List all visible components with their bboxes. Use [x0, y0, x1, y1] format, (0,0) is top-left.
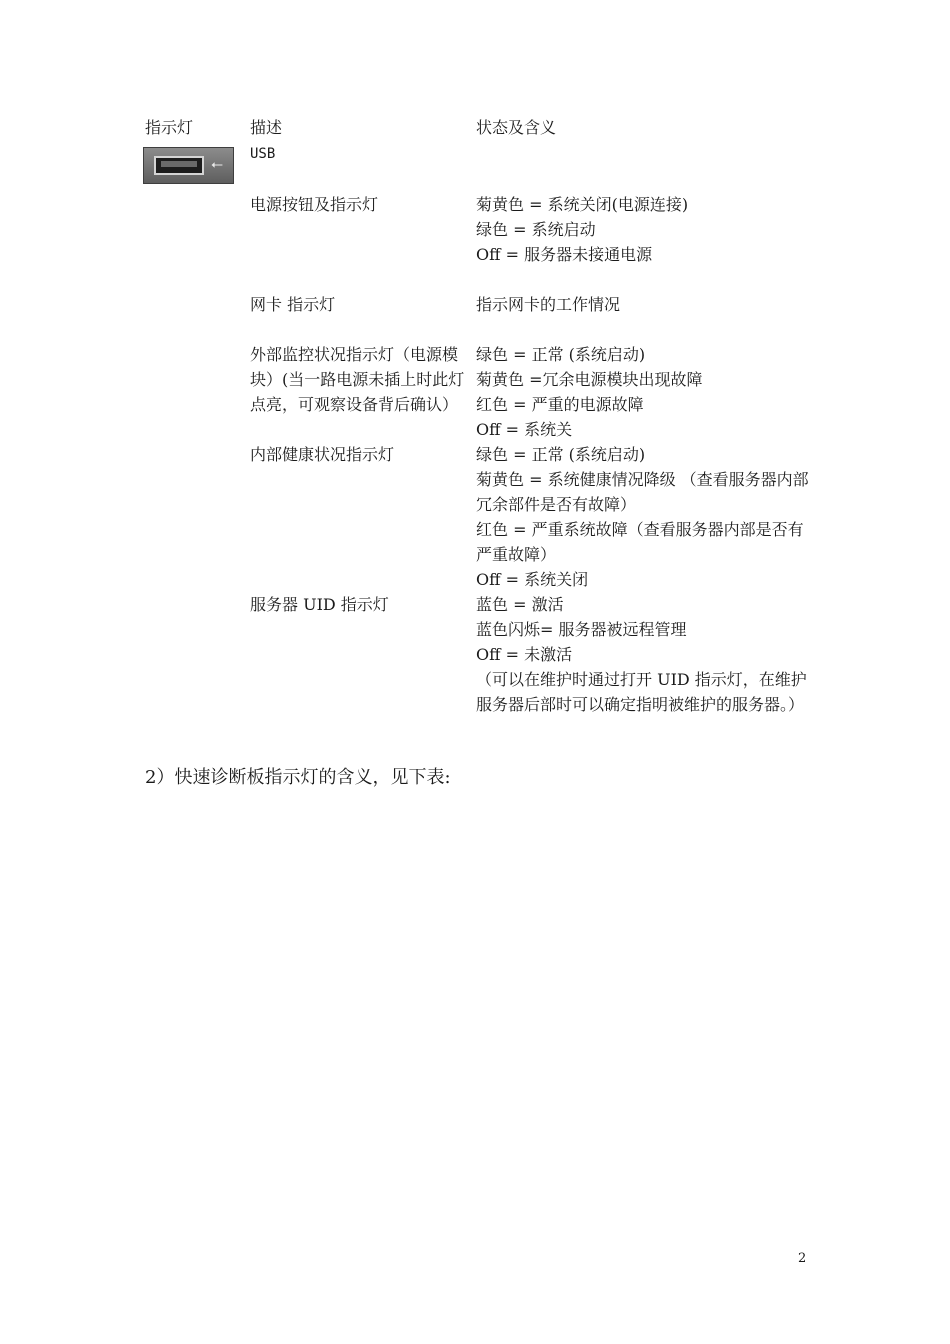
state-line: （可以在维护时通过打开 UID 指示灯，在维护服务器后部时可以确定指明被维护的服务器。）	[476, 670, 807, 714]
usb-port-icon	[154, 156, 204, 175]
state-line: 菊黄色 =冗余电源模块出现故障	[476, 370, 703, 389]
row-description: 内部健康状况指示灯	[250, 445, 395, 464]
state-line: 绿色 = 系统启动	[476, 220, 596, 239]
state-line: 指示网卡的工作情况	[476, 295, 621, 314]
usb-port-image	[143, 147, 234, 184]
row-description: 服务器 UID 指示灯	[250, 595, 389, 614]
state-line: 绿色 = 正常 (系统启动)	[476, 445, 646, 464]
state-line: Off = 系统关	[476, 420, 573, 439]
usb-label: USB	[250, 146, 276, 162]
row-states	[476, 442, 816, 592]
state-line: 红色 = 严重的电源故障	[476, 395, 644, 414]
state-line: Off = 服务器未接通电源	[476, 245, 653, 264]
state-line: 菊黄色 = 系统健康情况降级 （查看服务器内部冗余部件是否有故障）	[476, 470, 809, 514]
state-line: Off = 未激活	[476, 645, 573, 664]
row-description: 电源按钮及指示灯	[250, 195, 379, 214]
header-status: 状态及含义	[476, 118, 557, 137]
page-number: 2	[798, 1251, 807, 1266]
row-states	[476, 342, 816, 442]
row-description: 外部监控状况指示灯（电源模块）(当一路电源未插上时此灯点亮，可观察设备背后确认）	[250, 345, 465, 414]
row-states	[476, 292, 816, 317]
state-line: Off = 系统关闭	[476, 570, 589, 589]
header-description: 描述	[250, 118, 283, 137]
state-line: 绿色 = 正常 (系统启动)	[476, 345, 646, 364]
row-states	[476, 192, 816, 267]
state-line: 蓝色闪烁= 服务器被远程管理	[476, 620, 687, 639]
section-caption: 2）快速诊断板指示灯的含义，见下表:	[145, 767, 451, 788]
usb-symbol-icon: ⭠	[211, 155, 224, 173]
header-indicator: 指示灯	[145, 118, 194, 137]
state-line: 红色 = 严重系统故障（查看服务器内部是否有严重故障）	[476, 520, 804, 564]
state-line: 蓝色 = 激活	[476, 595, 564, 614]
row-states	[476, 592, 816, 717]
state-line: 菊黄色 = 系统关闭(电源连接)	[476, 195, 689, 214]
row-description: 网卡 指示灯	[250, 295, 336, 314]
